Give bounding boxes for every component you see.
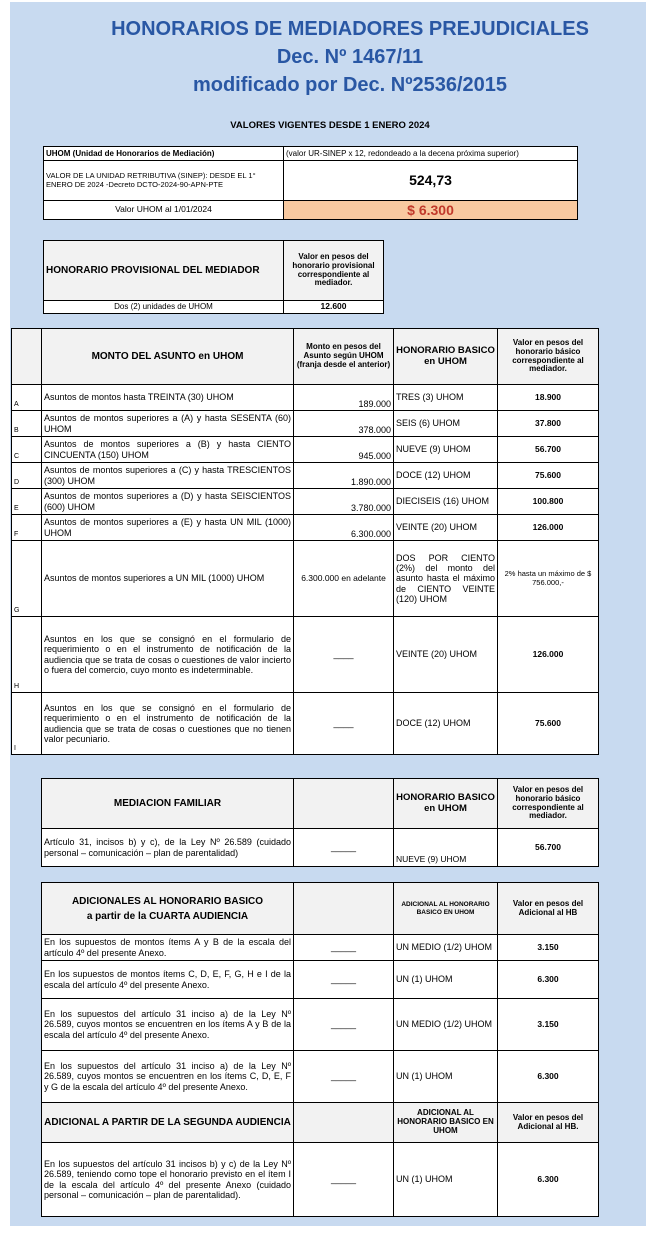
familiar-header-uhom: HONORARIO BASICO en UHOM	[394, 779, 498, 829]
row-valor: 3.150	[498, 935, 599, 961]
row-valor: 75.600	[498, 693, 599, 755]
table-row	[12, 489, 599, 515]
row-letter: I	[12, 693, 42, 755]
row-pesos: _____	[294, 999, 394, 1051]
table-row	[12, 411, 599, 437]
row-uhom: DOCE (12) UHOM	[394, 693, 498, 755]
row-valor: 3.150	[498, 999, 599, 1051]
row-letter: B	[12, 411, 42, 437]
provisional-header: Valor en pesos del honorario provisional correspondiente al mediador.	[284, 241, 384, 301]
uhom-label: UHOM (Unidad de Honorarios de Mediación)	[44, 147, 284, 161]
row-pesos: ____	[294, 693, 394, 755]
provisional-table	[43, 240, 384, 314]
valor-uhom-value: $ 6.300	[284, 201, 578, 220]
row-letter: E	[12, 489, 42, 515]
row-valor: 18.900	[498, 385, 599, 411]
provisional-row-value: 12.600	[284, 301, 384, 314]
row-letter: H	[12, 617, 42, 693]
monto-header-valor: Valor en pesos del honorario básico correspondiente al mediador.	[498, 329, 599, 385]
row-valor: 100.800	[498, 489, 599, 515]
row-pesos: ____	[294, 617, 394, 693]
ur-sinep-value: 524,73	[284, 161, 578, 201]
row-valor: 126.000	[498, 515, 599, 541]
row-uhom: VEINTE (20) UHOM	[394, 617, 498, 693]
row-desc: Asuntos de montos superiores a UN MIL (1000) UHOM	[42, 541, 294, 617]
row-pesos: _____	[294, 961, 394, 999]
row-desc: Asuntos de montos superiores a (D) y hasta SEISCIENTOS (600) UHOM	[42, 489, 294, 515]
row-valor: 56.700	[498, 437, 599, 463]
adicionales-header-uhom: ADICIONAL AL HONORARIO BASICO EN UHOM	[394, 883, 498, 935]
adicionales-title-line-2: a partir de la CUARTA AUDIENCIA	[86, 910, 249, 922]
title-line-2: Dec. Nº 1467/11	[276, 46, 424, 68]
row-desc: Asuntos de montos superiores a (C) y hasta TRESCIENTOS (300) UHOM	[42, 463, 294, 489]
row-desc: Asuntos de montos superiores a (E) y hasta UN MIL (1000) UHOM	[42, 515, 294, 541]
adicionales-header-pesos	[294, 883, 394, 935]
row-uhom: UN (1) UHOM	[394, 1051, 498, 1103]
adicionales-title	[42, 883, 294, 935]
table-row	[42, 1143, 599, 1217]
segunda-header-uhom: ADICIONAL AL HONORARIO BASICO EN UHOM	[394, 1103, 498, 1143]
row-pesos: 1.890.000	[294, 463, 394, 489]
row-pesos: 6.300.000	[294, 515, 394, 541]
monto-header-uhom: HONORARIO BASICO en UHOM	[394, 329, 498, 385]
row-pesos: 945.000	[294, 437, 394, 463]
row-desc: En los supuestos de montos ítems A y B de la escala del artículo 4º del presente Anexo.	[42, 935, 294, 961]
row-pesos: _____	[294, 1051, 394, 1103]
adicionales-table	[41, 882, 599, 1217]
provisional-row-label: Dos (2) unidades de UHOM	[44, 301, 284, 314]
valor-uhom-label: Valor UHOM al 1/01/2024	[44, 201, 284, 220]
row-desc: Asuntos de montos superiores a (B) y hasta CIENTO CINCUENTA (150) UHOM	[42, 437, 294, 463]
adicionales-title-line-1: ADICIONALES AL HONORARIO BASICO	[71, 895, 264, 907]
table-row	[12, 617, 599, 693]
row-pesos: 378.000	[294, 411, 394, 437]
row-desc: En los supuestos del artículo 31 inciso a) de la Ley Nº 26.589, cuyos montos se encuentren en los ítems A y B de la escala del artículo 4º del presente Anexo.	[42, 999, 294, 1051]
row-letter: C	[12, 437, 42, 463]
row-letter: F	[12, 515, 42, 541]
row-desc: Asuntos en los que se consignó en el formulario de requerimiento o en el instrumento de notificación de la audiencia que se trata de cosas o cuestiones de valor incierto o fuera del comercio, cuyo monto es indeterminable.	[42, 617, 294, 693]
row-valor: 6.300	[498, 961, 599, 999]
segunda-uhom: UN (1) UHOM	[394, 1143, 498, 1217]
table-row	[42, 961, 599, 999]
row-uhom: UN (1) UHOM	[394, 961, 498, 999]
uhom-table	[43, 146, 578, 220]
row-uhom: DOCE (12) UHOM	[394, 463, 498, 489]
familiar-uhom: NUEVE (9) UHOM	[394, 829, 498, 867]
row-pesos: 3.780.000	[294, 489, 394, 515]
row-desc: En los supuestos de montos ítems C, D, E, F, G, H e I de la escala del artículo 4º del presente Anexo.	[42, 961, 294, 999]
provisional-title: HONORARIO PROVISIONAL DEL MEDIADOR	[44, 241, 284, 301]
monto-header-pesos: Monto en pesos del Asunto según UHOM (franja desde el anterior)	[294, 329, 394, 385]
row-uhom: SEIS (6) UHOM	[394, 411, 498, 437]
row-uhom: UN MEDIO (1/2) UHOM	[394, 935, 498, 961]
row-uhom: UN MEDIO (1/2) UHOM	[394, 999, 498, 1051]
familiar-valor: 56.700	[498, 829, 599, 867]
table-row	[12, 385, 599, 411]
familiar-title: MEDIACION FAMILIAR	[42, 779, 294, 829]
document-sheet	[10, 2, 646, 1226]
table-row	[42, 829, 599, 867]
row-valor: 37.800	[498, 411, 599, 437]
valores-vigentes-label: VALORES VIGENTES DESDE 1 ENERO 2024	[230, 120, 430, 131]
row-uhom: DIECISEIS (16) UHOM	[394, 489, 498, 515]
row-letter: G	[12, 541, 42, 617]
table-row	[12, 541, 599, 617]
row-uhom: NUEVE (9) UHOM	[394, 437, 498, 463]
familiar-header-pesos	[294, 779, 394, 829]
monto-table	[11, 328, 599, 755]
table-row	[42, 1051, 599, 1103]
familiar-pesos: _____	[294, 829, 394, 867]
segunda-title: ADICIONAL A PARTIR DE LA SEGUNDA AUDIENCIA	[42, 1103, 294, 1143]
table-row	[12, 693, 599, 755]
row-valor: 126.000	[498, 617, 599, 693]
table-row	[42, 999, 599, 1051]
table-row	[12, 515, 599, 541]
row-uhom: DOS POR CIENTO (2%) del monto del asunto hasta el máximo de CIENTO VEINTE (120) UHOM	[394, 541, 498, 617]
title-line-3: modificado por Dec. Nº2536/2015	[192, 74, 508, 96]
monto-header-desc: MONTO DEL ASUNTO en UHOM	[42, 329, 294, 385]
row-uhom: VEINTE (20) UHOM	[394, 515, 498, 541]
row-uhom: TRES (3) UHOM	[394, 385, 498, 411]
row-letter: A	[12, 385, 42, 411]
segunda-header-valor: Valor en pesos del Adicional al HB.	[498, 1103, 599, 1143]
familiar-desc: Artículo 31, incisos b) y c), de la Ley Nº 26.589 (cuidado personal – comunicación – plan de parentalidad)	[42, 829, 294, 867]
row-desc: Asuntos de montos hasta TREINTA (30) UHOM	[42, 385, 294, 411]
monto-header-letter	[12, 329, 42, 385]
segunda-header-pesos	[294, 1103, 394, 1143]
table-row	[42, 935, 599, 961]
segunda-valor: 6.300	[498, 1143, 599, 1217]
row-desc: Asuntos de montos superiores a (A) y hasta SESENTA (60) UHOM	[42, 411, 294, 437]
adicionales-header-valor: Valor en pesos del Adicional al HB	[498, 883, 599, 935]
table-row	[12, 437, 599, 463]
uhom-formula: (valor UR-SINEP x 12, redondeado a la decena próxima superior)	[284, 147, 578, 161]
ur-sinep-label: VALOR DE LA UNIDAD RETRIBUTIVA (SINEP): DESDE EL 1° ENERO DE 2024 -Decreto DCTO-2024-90-APN-PTE	[44, 161, 284, 201]
table-row	[12, 463, 599, 489]
row-desc: En los supuestos del artículo 31 inciso a) de la Ley Nº 26.589, cuyos montos se encuentren en los ítems C, D, E, F y G de la escala del artículo 4º del presente Anexo.	[42, 1051, 294, 1103]
familiar-table	[41, 778, 599, 867]
familiar-header-valor: Valor en pesos del honorario básico correspondiente al mediador.	[498, 779, 599, 829]
row-valor: 75.600	[498, 463, 599, 489]
row-pesos: 6.300.000 en adelante	[294, 541, 394, 617]
title-line-1: HONORARIOS DE MEDIADORES PREJUDICIALES	[111, 18, 589, 40]
row-pesos: _____	[294, 935, 394, 961]
segunda-desc: En los supuestos del artículo 31 incisos b) y c) de la Ley Nº 26.589, teniendo como tope el honorario previsto en el ítem I de la escala del artículo 4º del presente Anexo (cuidado personal – comunicación – plan de parentalidad).	[42, 1143, 294, 1217]
row-valor: 6.300	[498, 1051, 599, 1103]
row-desc: Asuntos en los que se consignó en el formulario de requerimiento o en el instrumento de notificación de la audiencia que se trata de cosas o cuestiones que no tienen valor pecuniario.	[42, 693, 294, 755]
segunda-pesos: _____	[294, 1143, 394, 1217]
row-valor: 2% hasta un máximo de $ 756.000,-	[498, 541, 599, 617]
row-letter: D	[12, 463, 42, 489]
row-pesos: 189.000	[294, 385, 394, 411]
